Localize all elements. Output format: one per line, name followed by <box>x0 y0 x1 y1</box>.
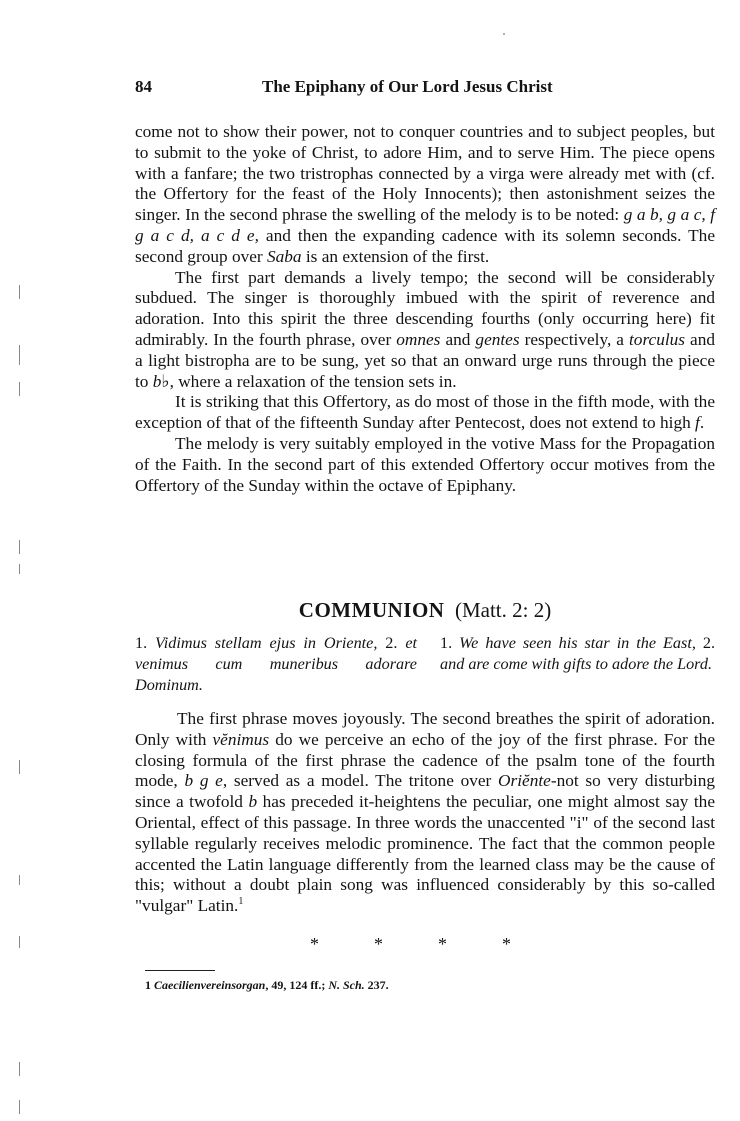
asterisk: * <box>374 934 383 954</box>
commentary-run: do we perceive an echo of the joy of the first phrase. For the closing formula of the first phrase the cadence of the psalm tone of the fourth mode, <box>135 729 715 791</box>
body-text-run: The melody is very suitably employed in the votive Mass for the Propagation of the Faith. In the second part of this extended Offertory occur motives from the Offertory of the Sunday within the octave of Epiphany. <box>135 433 715 495</box>
body-text-run: gentes <box>475 329 520 349</box>
commentary-paragraph <box>135 709 715 917</box>
body-text-run: g a b, g a c, f g a c d, a c d e, <box>135 205 715 245</box>
body-text-run: f <box>695 413 700 433</box>
latin-run: 2. <box>385 634 406 652</box>
body-text-run: . <box>699 413 705 433</box>
body-paragraph <box>135 268 715 393</box>
section-reference: (Matt. 2: 2) <box>454 598 552 622</box>
english-translation <box>440 633 715 675</box>
footnote-run: N. Sch. <box>328 978 365 992</box>
footnote-number: 1 <box>145 978 154 992</box>
commentary-run: The first phrase moves joyously. The second breathes the spirit of adoration. Only with <box>135 709 715 749</box>
asterisk: * <box>502 934 511 954</box>
page-number: 84 <box>135 77 152 96</box>
latin-run: et venimus cum muneribus adorare Dominum. <box>135 634 418 694</box>
running-title: The Epiphany of Our Lord Jesus Christ <box>262 77 553 96</box>
commentary-run: vĕnimus <box>212 729 270 749</box>
commentary-run: -not so very disturbing since a twofold <box>135 771 715 812</box>
body-text-run: come not to show their power, not to conquer countries and to subject peoples, but to submit to the yoke of Christ, to adore Him, and to serve Him. The piece opens with a fanfare; the two tristrophas connected by a virga were already met with (cf. the Offertory for the feast of the Holy Innocents); then astonishment seizes the singer. In the second phrase the swelling of the melody is to be noted: <box>135 122 715 225</box>
footnote-run: Caecilienvereinsorgan <box>154 978 266 992</box>
footnote-rule <box>145 970 215 971</box>
footnote-run: , 49, 124 ff.; <box>265 978 329 992</box>
section-break <box>310 934 566 955</box>
body-text-run: and then the expanding cadence with its solemn seconds. The second group over <box>135 225 715 266</box>
commentary <box>135 709 715 917</box>
body-text-run: and a light bistropha are to be sung, yet so that an onward urge runs through the piece to <box>135 329 715 391</box>
commentary-run: has preceded it-heightens the peculiar, one might almost say the Oriental, effect of this passage. In three words the unaccented "i" of the second last syllable regularly receives melodic prominence. The fact that the common people accented the Latin language differently from the learned class may be the cause of this; without a doubt plain song was influenced considerably by this so-called "vulgar" Latin. <box>135 792 715 916</box>
body-text-run: It is striking that this Offertory, as do most of those in the fifth mode, with the exception of that of the fifteenth Sunday after Pentecost, does not extend to high <box>135 392 715 433</box>
asterisk: * <box>438 934 447 954</box>
english-run: and are come with gifts to adore the Lord. <box>440 655 713 673</box>
scan-margin-marks <box>19 0 23 1121</box>
body-text-run: , where a relaxation of the tension sets in. <box>169 371 457 391</box>
english-run: We have seen his star in the East, <box>459 634 703 652</box>
body-paragraph <box>135 392 715 434</box>
body-paragraph <box>135 122 715 268</box>
latin-run: 1. <box>135 634 156 652</box>
body-text-run: b♭ <box>152 371 170 391</box>
english-run: 2. <box>702 634 716 652</box>
body-text-run: The first part demands a lively tempo; the second will be considerably subdued. The singer is thoroughly imbued with the spirit of reverence and adoration. Into this spirit the three descending fourths (only occurring here) fit admirably. In the fourth phrase, over <box>135 267 715 349</box>
body-text <box>135 122 715 496</box>
commentary-run: b g e <box>184 771 223 791</box>
commentary-run: 1 <box>238 896 244 908</box>
footnote-run: 237. <box>364 978 389 992</box>
commentary-run: , served as a model. The tritone over <box>222 771 499 791</box>
scan-speck <box>503 33 505 35</box>
commentary-run: Oriĕnte <box>498 771 551 791</box>
body-text-run: omnes <box>396 329 441 349</box>
footnote <box>145 977 705 993</box>
latin-run: Vidimus stellam ejus in Oriente, <box>155 634 386 652</box>
latin-text <box>135 633 417 696</box>
asterisk: * <box>310 934 319 954</box>
body-text-run: and <box>440 329 476 349</box>
body-text-run: respectively, a <box>519 329 629 349</box>
english-run: 1. <box>440 634 460 652</box>
body-text-run: Saba <box>266 246 302 266</box>
body-paragraph <box>135 434 715 496</box>
body-text-run: is an extension of the first. <box>301 246 490 266</box>
body-text-run: torculus <box>629 329 686 349</box>
section-title: COMMUNION <box>298 598 445 622</box>
section-heading <box>135 597 715 623</box>
commentary-run: b <box>248 792 258 812</box>
